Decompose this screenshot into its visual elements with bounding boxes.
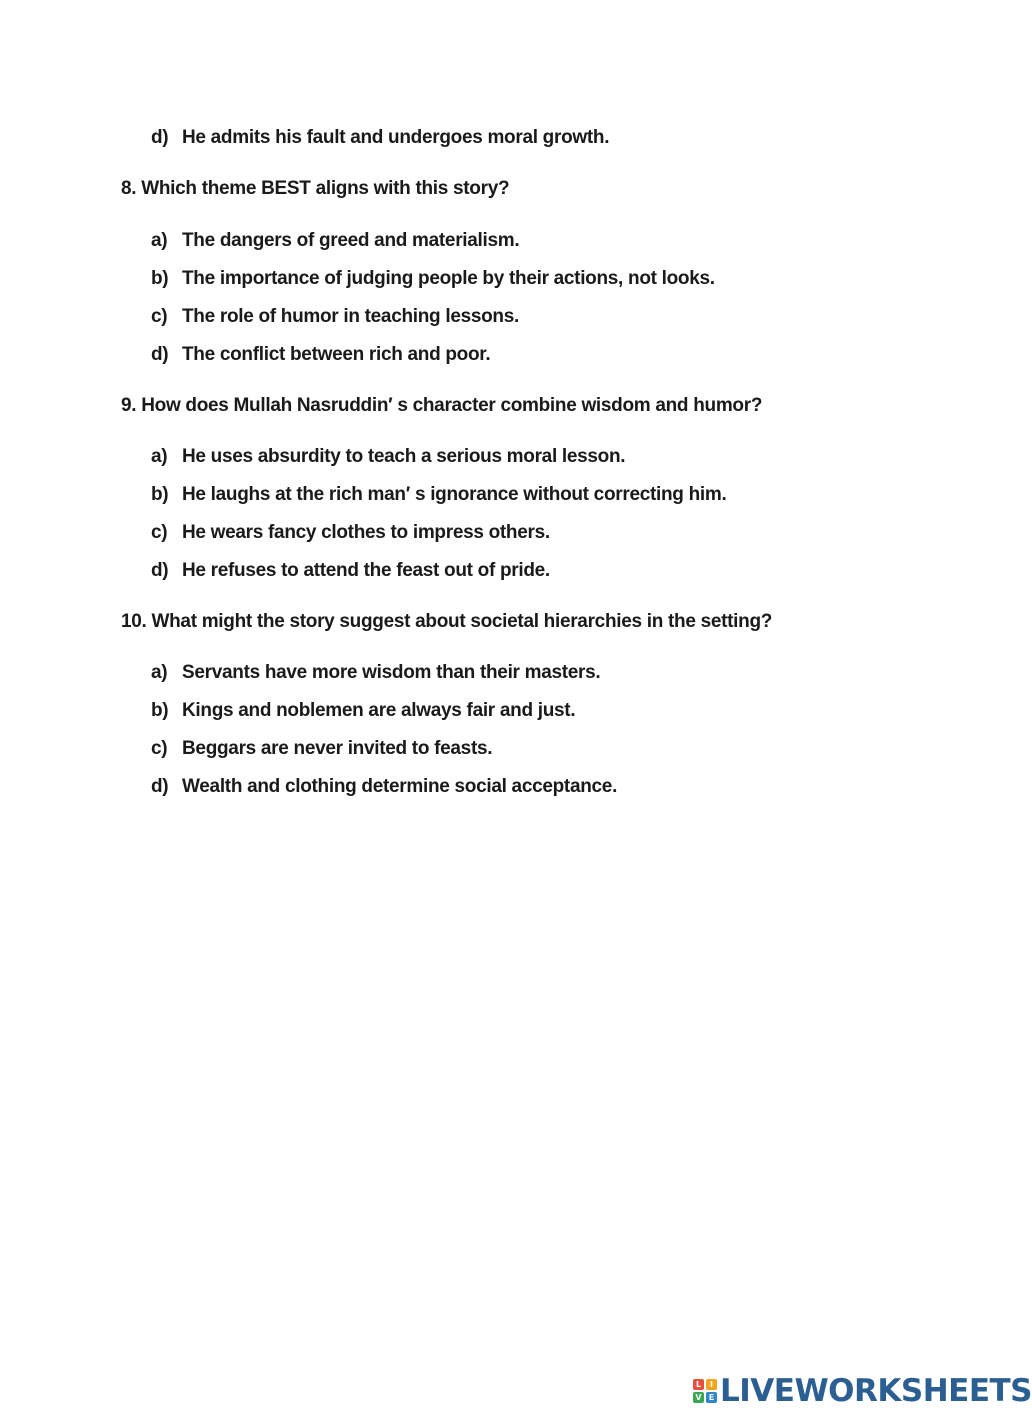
option-text: Beggars are never invited to feasts. [182, 738, 493, 759]
logo-mark-letter: I [706, 1379, 717, 1390]
q8-option-d [151, 343, 490, 367]
option-text: He laughs at the rich man′ s ignorance without correcting him. [182, 484, 727, 505]
option-text: He uses absurdity to teach a serious moral lesson. [182, 446, 626, 467]
option-letter: d) [151, 560, 169, 581]
option-text: The role of humor in teaching lessons. [182, 306, 519, 327]
option-letter: b) [151, 484, 169, 505]
question-9: 9. How does Mullah Nasruddin′ s character combine wisdom and humor? [121, 395, 763, 416]
option-text: The importance of judging people by their actions, not looks. [182, 268, 715, 289]
option-letter: b) [151, 268, 169, 289]
q9-option-c [151, 521, 550, 545]
option-letter: b) [151, 700, 169, 721]
q9-option-a [151, 445, 625, 469]
q10-option-a [151, 661, 600, 685]
q7-option-d [151, 126, 609, 150]
logo-mark-letter: V [693, 1392, 704, 1403]
option-text: He admits his fault and undergoes moral growth. [182, 127, 610, 148]
option-text: Kings and noblemen are always fair and just. [182, 700, 576, 721]
question-8: 8. Which theme BEST aligns with this story? [121, 178, 510, 199]
logo-mark-letter: L [693, 1379, 704, 1390]
option-text: Wealth and clothing determine social acceptance. [182, 776, 618, 797]
q8-option-c [151, 305, 519, 329]
option-letter: a) [151, 446, 168, 467]
logo-text: LIVEWORKSHEETS [720, 1373, 1032, 1409]
option-letter: d) [151, 127, 169, 148]
option-letter: c) [151, 522, 168, 543]
option-letter: a) [151, 230, 168, 251]
q9-option-b [151, 483, 726, 507]
liveworksheets-logo-icon [693, 1379, 717, 1403]
option-text: The conflict between rich and poor. [182, 344, 491, 365]
option-text: He wears fancy clothes to impress others. [182, 522, 550, 543]
option-letter: d) [151, 776, 169, 797]
q9-option-d [151, 559, 550, 583]
logo-mark-letter: E [706, 1392, 717, 1403]
q10-option-c [151, 737, 492, 761]
q8-option-a [151, 229, 519, 253]
q10-option-d [151, 775, 617, 799]
option-letter: c) [151, 738, 168, 759]
option-letter: c) [151, 306, 168, 327]
option-text: Servants have more wisdom than their masters. [182, 662, 601, 683]
question-10: 10. What might the story suggest about societal hierarchies in the setting? [121, 611, 773, 632]
option-text: The dangers of greed and materialism. [182, 230, 520, 251]
q10-option-b [151, 699, 575, 723]
liveworksheets-logo[interactable] [693, 1374, 1032, 1408]
q8-option-b [151, 267, 715, 291]
option-letter: a) [151, 662, 168, 683]
option-letter: d) [151, 344, 169, 365]
option-text: He refuses to attend the feast out of pride. [182, 560, 550, 581]
